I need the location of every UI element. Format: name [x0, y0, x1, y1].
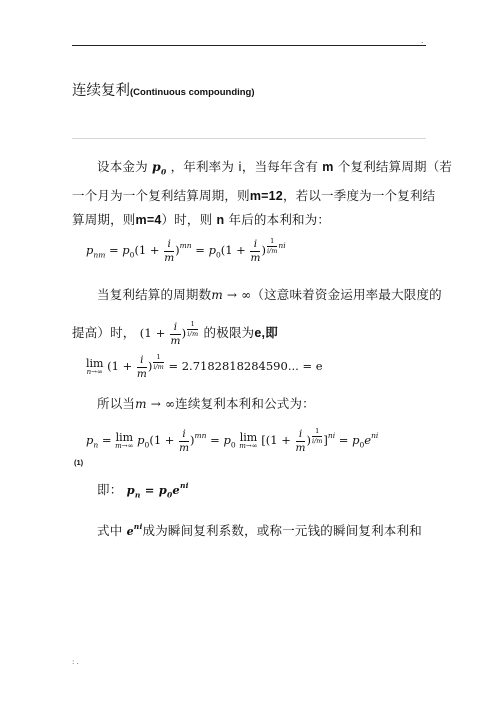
p0-symbol: $p_0$ — [152, 159, 167, 177]
m-symbol: m — [322, 160, 334, 174]
formula-continuous: $p_n$ = lim m→∞ $p_0(1$ + $\frac{i}{m}$ )$^{mn} = p_0$ lim m→∞ [(1 + $\frac{i}{m}$ ) $^{\frac{1}{i/m}}$ ]$^{ni} = p_0e^{ni}$ — [86, 427, 379, 454]
intro-text: 一个月为一个复利结算周期，则 — [72, 187, 250, 203]
m12-value: m=12 — [249, 188, 283, 203]
continuous-text: 连续复利本利和公式为： — [175, 396, 315, 411]
intro-text: 算周期，则 — [72, 211, 136, 227]
result-label: 即： — [97, 482, 123, 497]
continuous-text: 所以当 — [97, 396, 136, 411]
final-text: 成为瞬间复利系数，或称一元钱的瞬间复利本利和 — [142, 523, 422, 538]
m-to-infinity-2: m → ∞ — [135, 397, 176, 411]
formula-pnm: $p_{nm} = p_0(1$ + $\frac{i}{m}$ )$^{mn} = p_0(1$ + $\frac{i}{m}$ ) $^{\frac{1}{i/m} ni}$ — [86, 237, 286, 264]
intro-text: ）时，则 — [161, 211, 213, 227]
limit-text: ,即 — [261, 326, 278, 340]
m-to-infinity: m → ∞ — [211, 288, 252, 302]
limit-line-1 — [72, 283, 442, 307]
paragraph-continuous — [72, 392, 428, 416]
top-mark: . — [421, 36, 424, 45]
final-sentence — [72, 515, 428, 543]
m4-value: m=4 — [135, 212, 162, 227]
page-title — [72, 79, 255, 100]
title-en: (Continuous compounding) — [130, 87, 255, 98]
header-rule — [72, 45, 426, 46]
e-ni-symbol: $e^{ni}$ — [126, 522, 143, 538]
intro-text: 年后的本利和为： — [228, 211, 331, 227]
final-text: 式中 — [97, 523, 123, 538]
limit-text: 当复利结算的周期数 — [97, 287, 212, 302]
limit-text: 提高）时， — [72, 325, 136, 340]
formula-limit: lim n→∞ (1 + $\frac{i}{m}$ ) $^{\frac{1}{i/m}}$ = 2.7182818284590... = e — [86, 353, 323, 380]
n-symbol: n — [216, 212, 225, 227]
intro-text: 个复利结算周期（若 — [337, 159, 453, 174]
limit-line-2 — [72, 317, 428, 346]
intro-line-1 — [72, 155, 453, 184]
limit-text: （这意味着资金运用率最大限度的 — [251, 287, 442, 302]
base-expression: (1 + $\frac{i}{m}$ ) $^{\frac{1}{i/m}}$ — [139, 320, 199, 347]
title-zh: 连续复利 — [72, 83, 130, 99]
paragraph-intro — [72, 155, 453, 232]
paragraph-limit — [72, 283, 442, 347]
limit-text: 的极限为 — [203, 325, 255, 340]
continuous-line — [72, 392, 428, 416]
intro-text: 设本金为 — [97, 159, 148, 174]
result-formula: $p_n = p_0e^{ni}$ — [126, 481, 189, 500]
limit-value: = 2.7182818284590... = e — [168, 359, 323, 373]
intro-line-2 — [72, 184, 436, 208]
footer-mark: : . — [72, 658, 79, 666]
equation-number: (1) — [74, 458, 84, 467]
section-rule — [72, 138, 426, 139]
e-symbol: e — [254, 326, 262, 340]
intro-text: ，若以一季度为一个复利结 — [282, 187, 436, 203]
intro-text: ，年利率为 i，当每年含有 — [170, 159, 319, 174]
result-line — [72, 474, 428, 506]
intro-line-3 — [72, 208, 428, 232]
